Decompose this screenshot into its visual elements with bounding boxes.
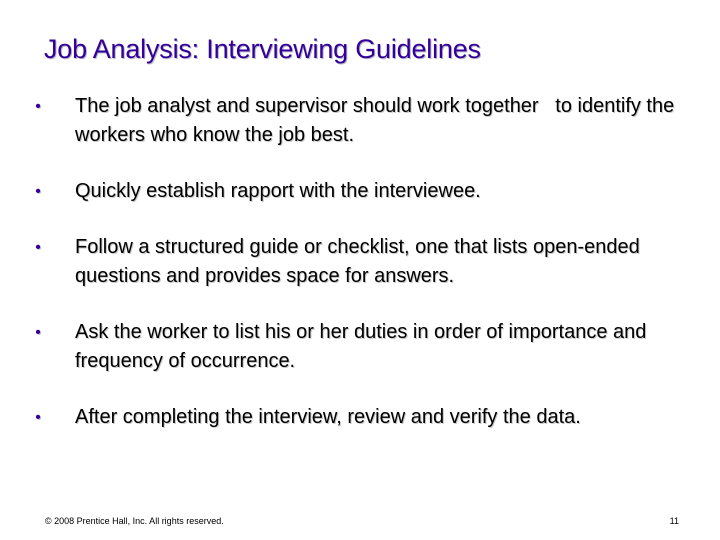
- bullet-item: [28, 92, 688, 150]
- bullet-text: Quickly establish rapport with the interviewee.: [75, 180, 481, 202]
- bullet-dot-icon: •: [35, 409, 41, 426]
- bullet-dot-icon: •: [35, 324, 41, 341]
- page-number: 11: [669, 516, 679, 526]
- bullet-item: [28, 318, 688, 376]
- slide-title: Job Analysis: Interviewing Guidelines: [44, 34, 481, 64]
- bullet-dot-icon: •: [35, 239, 41, 256]
- bullet-item: [28, 177, 688, 206]
- bullet-list: [28, 92, 688, 459]
- copyright-notice: © 2008 Prentice Hall, Inc. All rights reserved.: [45, 516, 224, 526]
- bullet-text: The job analyst and supervisor should work together to identify the workers who know the job best.: [75, 95, 680, 146]
- bullet-dot-icon: •: [35, 98, 41, 115]
- bullet-item: [28, 233, 688, 291]
- bullet-text: After completing the interview, review and verify the data.: [75, 406, 581, 428]
- bullet-item: [28, 403, 688, 432]
- bullet-text: Ask the worker to list his or her duties in order of importance and frequency of occurrence.: [75, 321, 647, 372]
- bullet-dot-icon: •: [35, 183, 41, 200]
- bullet-text: Follow a structured guide or checklist, one that lists open-ended questions and provides space for answers.: [75, 236, 640, 287]
